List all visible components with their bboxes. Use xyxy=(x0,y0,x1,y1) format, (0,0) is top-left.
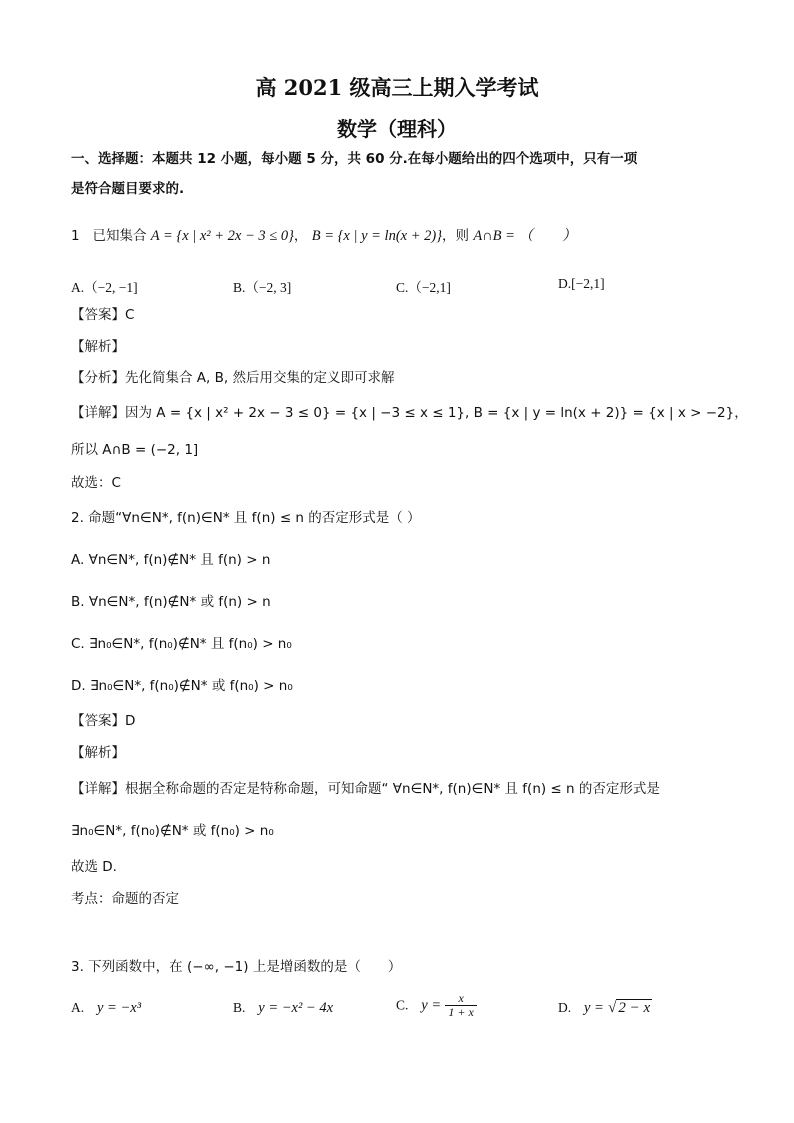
q1-number: 1 xyxy=(71,228,80,244)
q3-option-c-numerator: x xyxy=(445,992,476,1006)
q1-option-c: C.（−2,1] xyxy=(396,280,451,295)
q3-option-d-label: D. xyxy=(558,1000,572,1015)
q1-ask: A∩B = （ ） xyxy=(473,228,577,244)
q3-option-d-lhs: y = xyxy=(584,1000,604,1016)
q1-detail: 【详解】因为 A = {x | x² + 2x − 3 ≤ 0} = {x | −3 ≤ x ≤ 1}, B = {x | y = ln(x + 2)} = {x | x > −2}， xyxy=(71,405,748,421)
q3-option-c-lhs: y = xyxy=(421,997,442,1014)
q1-option-d: D.[−2,1] xyxy=(558,276,605,291)
q1-stem: 1 已知集合 A = {x | x² + 2x − 3 ≤ 0}， B = {x | y = ln(x + 2)}，则 A∩B = （ ） xyxy=(71,228,577,244)
q1-option-a: A.（−2, −1] xyxy=(71,280,138,295)
q3-option-a-label: A. xyxy=(71,1000,85,1015)
q2-option-d: D. ∃n₀∈N*, f(n₀)∉N* 或 f(n₀) > n₀ xyxy=(71,678,293,694)
q1-fenxi: 【分析】先化简集合 A, B, 然后用交集的定义即可求解 xyxy=(71,370,395,386)
q3-stem: 3. 下列函数中，在 (−∞, −1) 上是增函数的是（ ） xyxy=(71,959,402,975)
q3-option-b xyxy=(233,1000,333,1017)
q2-point: 考点：命题的否定 xyxy=(71,891,179,907)
q3-option-c-fraction xyxy=(445,992,476,1019)
q3-option-d xyxy=(558,1000,652,1017)
q1-set-b: B = {x | y = ln(x + 2)} xyxy=(311,228,443,244)
q3-option-a xyxy=(71,1000,141,1017)
section-heading-cont: 是符合题目要求的. xyxy=(71,181,185,197)
q2-stem: 2. 命题“∀n∈N*, f(n)∈N* 且 f(n) ≤ n 的否定形式是（ ） xyxy=(71,510,421,526)
q2-detail: 【详解】根据全称命题的否定是特称命题，可知命题“ ∀n∈N*, f(n)∈N* 且 f(n) ≤ n 的否定形式是 xyxy=(71,781,660,797)
q3-option-a-expr: y = −x³ xyxy=(97,1000,142,1016)
q3-option-d-radicand: 2 − x xyxy=(618,1000,651,1016)
q2-detail-cont: ∃n₀∈N*, f(n₀)∉N* 或 f(n₀) > n₀ xyxy=(71,823,274,839)
q3-option-c-label: C. xyxy=(396,997,409,1013)
q1-stem-prefix: 已知集合 xyxy=(92,228,147,244)
q2-answer: 【答案】D xyxy=(71,713,136,729)
q1-choose: 故选：C xyxy=(71,475,121,491)
q2-choose: 故选 D. xyxy=(71,859,117,875)
q1-option-b: B.（−2, 3] xyxy=(233,280,292,295)
q2-option-a: A. ∀n∈N*, f(n)∉N* 且 f(n) > n xyxy=(71,552,271,568)
q2-option-b: B. ∀n∈N*, f(n)∉N* 或 f(n) > n xyxy=(71,594,271,610)
q3-option-d-sqrt: √ 2 − x xyxy=(608,1000,651,1016)
q1-analysis-label: 【解析】 xyxy=(71,339,125,355)
q1-set-a: A = {x | x² + 2x − 3 ≤ 0} xyxy=(150,228,294,244)
exam-subject: 数学（理科） xyxy=(337,117,457,141)
q3-option-c-denominator: 1 + x xyxy=(448,1005,474,1019)
q3-option-c xyxy=(396,992,477,1019)
q1-therefore: 所以 A∩B = (−2, 1] xyxy=(71,442,199,458)
q2-analysis-label: 【解析】 xyxy=(71,745,125,761)
q1-answer: 【答案】C xyxy=(71,307,135,323)
q1-stem-suffix: ，则 xyxy=(442,228,470,244)
exam-title: 高 2021 级高三上期入学考试 xyxy=(255,75,539,100)
section-heading: 一、选择题：本题共 12 小题，每小题 5 分，共 60 分.在每小题给出的四个选项中，只有一项 xyxy=(71,151,638,167)
q2-option-c: C. ∃n₀∈N*, f(n₀)∉N* 且 f(n₀) > n₀ xyxy=(71,636,292,652)
q3-option-b-expr: y = −x² − 4x xyxy=(258,1000,334,1016)
q3-option-b-label: B. xyxy=(233,1000,246,1015)
